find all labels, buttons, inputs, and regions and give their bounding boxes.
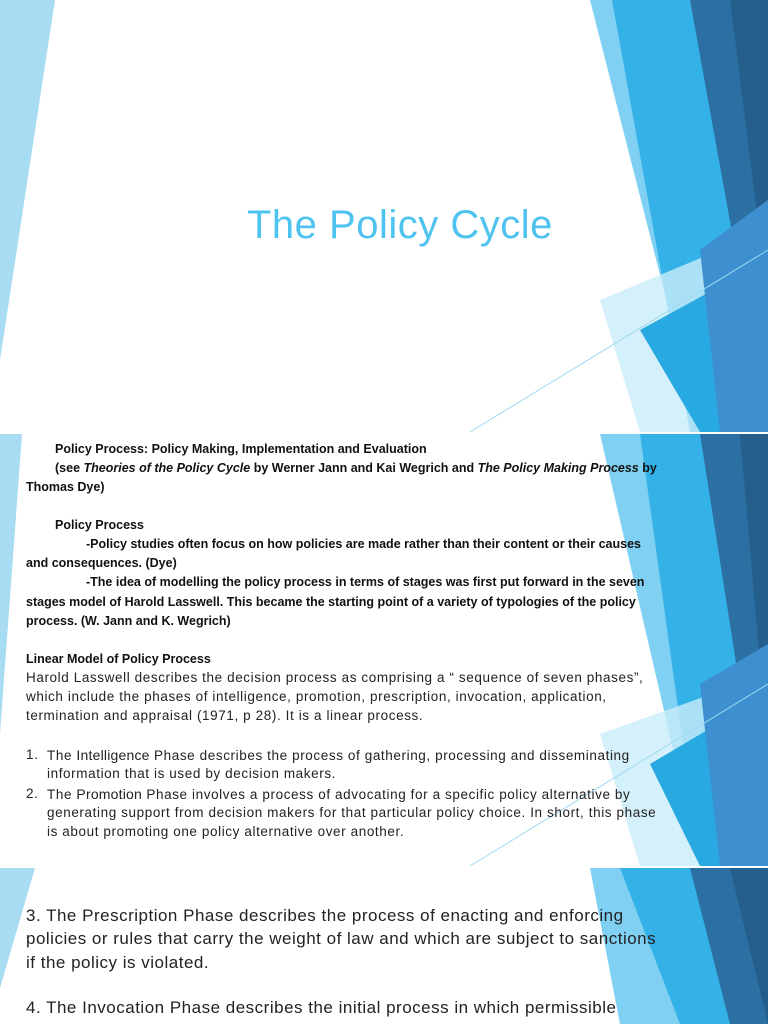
item-4-prefix: 4. The	[26, 998, 83, 1017]
item-4-desc: Phase describes the initial process in which permissible	[164, 998, 617, 1017]
ref-book-title-1: Theories of the Policy Cycle	[83, 461, 251, 475]
item-2-desc: Phase involves a process of advocating for a specific policy alternative by	[142, 787, 631, 802]
bullet-2-line-1: -The idea of modelling the policy process in terms of stages was first put forward in the seven	[86, 575, 645, 589]
linear-text-line-1: Harold Lasswell describes the decision process as comprising a “ sequence of seven phases”,	[26, 670, 644, 685]
policy-process-label: Policy Process	[55, 518, 144, 532]
list-item-2-number: 2.	[26, 786, 39, 801]
item-1-term: Intelligence	[76, 747, 150, 763]
slide-phases-continued	[0, 868, 768, 1024]
item-2-prefix: The	[47, 787, 77, 802]
bullet-1-line-1: -Policy studies often focus on how policies are made rather than their content or their causes	[86, 537, 641, 551]
linear-text-line-3: termination and appraisal (1971, p 28). It is a linear process.	[26, 708, 424, 723]
list-item-2-line-2: generating support from decision makers for that particular policy choice. In short, this phase	[47, 805, 657, 820]
ref-prefix: (see	[55, 461, 84, 475]
linear-text-line-2: which include the phases of intelligence, promotion, prescription, invocation, application,	[26, 689, 607, 704]
bullet-1-line-2: and consequences. (Dye)	[26, 556, 177, 570]
bullet-2-line-2: stages model of Harold Lasswell. This became the starting point of a variety of typologies of the policy	[26, 595, 636, 609]
list-item-2-line-1	[47, 786, 630, 802]
ref-book-title-2: The Policy Making Process	[477, 461, 639, 475]
list-item-2-line-3: is about promoting one policy alternative over another.	[47, 824, 405, 839]
ref-by: by	[638, 461, 657, 475]
slide-policy-process	[0, 434, 768, 866]
list-item-4-line-1	[26, 998, 616, 1018]
list-item-3-line-3: if the policy is violated.	[26, 953, 210, 972]
list-item-1-number: 1.	[26, 747, 39, 762]
item-1-prefix: The	[47, 748, 77, 763]
item-1-desc: Phase describes the process of gathering, processing and disseminating	[149, 748, 630, 763]
list-item-3-line-1	[26, 906, 624, 926]
item-3-desc: Phase describes the process of enacting and enforcing	[177, 906, 624, 925]
ref-middle: by Werner Jann and Kai Wegrich and	[250, 461, 478, 475]
list-item-1-line-2: information that is used by decision makers.	[47, 766, 337, 781]
list-item-1-line-1	[47, 747, 630, 763]
linear-model-heading: Linear Model of Policy Process	[26, 652, 211, 666]
ref-author: Thomas Dye)	[26, 480, 105, 494]
slide-title	[0, 0, 768, 432]
item-3-term: Prescription	[82, 906, 178, 925]
section-heading: Policy Process: Policy Making, Implementation and Evaluation	[55, 442, 427, 456]
item-4-term: Invocation	[82, 998, 165, 1017]
list-item-3-line-2: policies or rules that carry the weight of law and which are subject to sanctions	[26, 929, 657, 948]
item-2-term: Promotion	[76, 786, 143, 802]
slide-title-text: The Policy Cycle	[247, 203, 553, 247]
item-3-prefix: 3. The	[26, 906, 83, 925]
bullet-2-line-3: process. (W. Jann and K. Wegrich)	[26, 614, 231, 628]
reference-line	[55, 461, 657, 475]
